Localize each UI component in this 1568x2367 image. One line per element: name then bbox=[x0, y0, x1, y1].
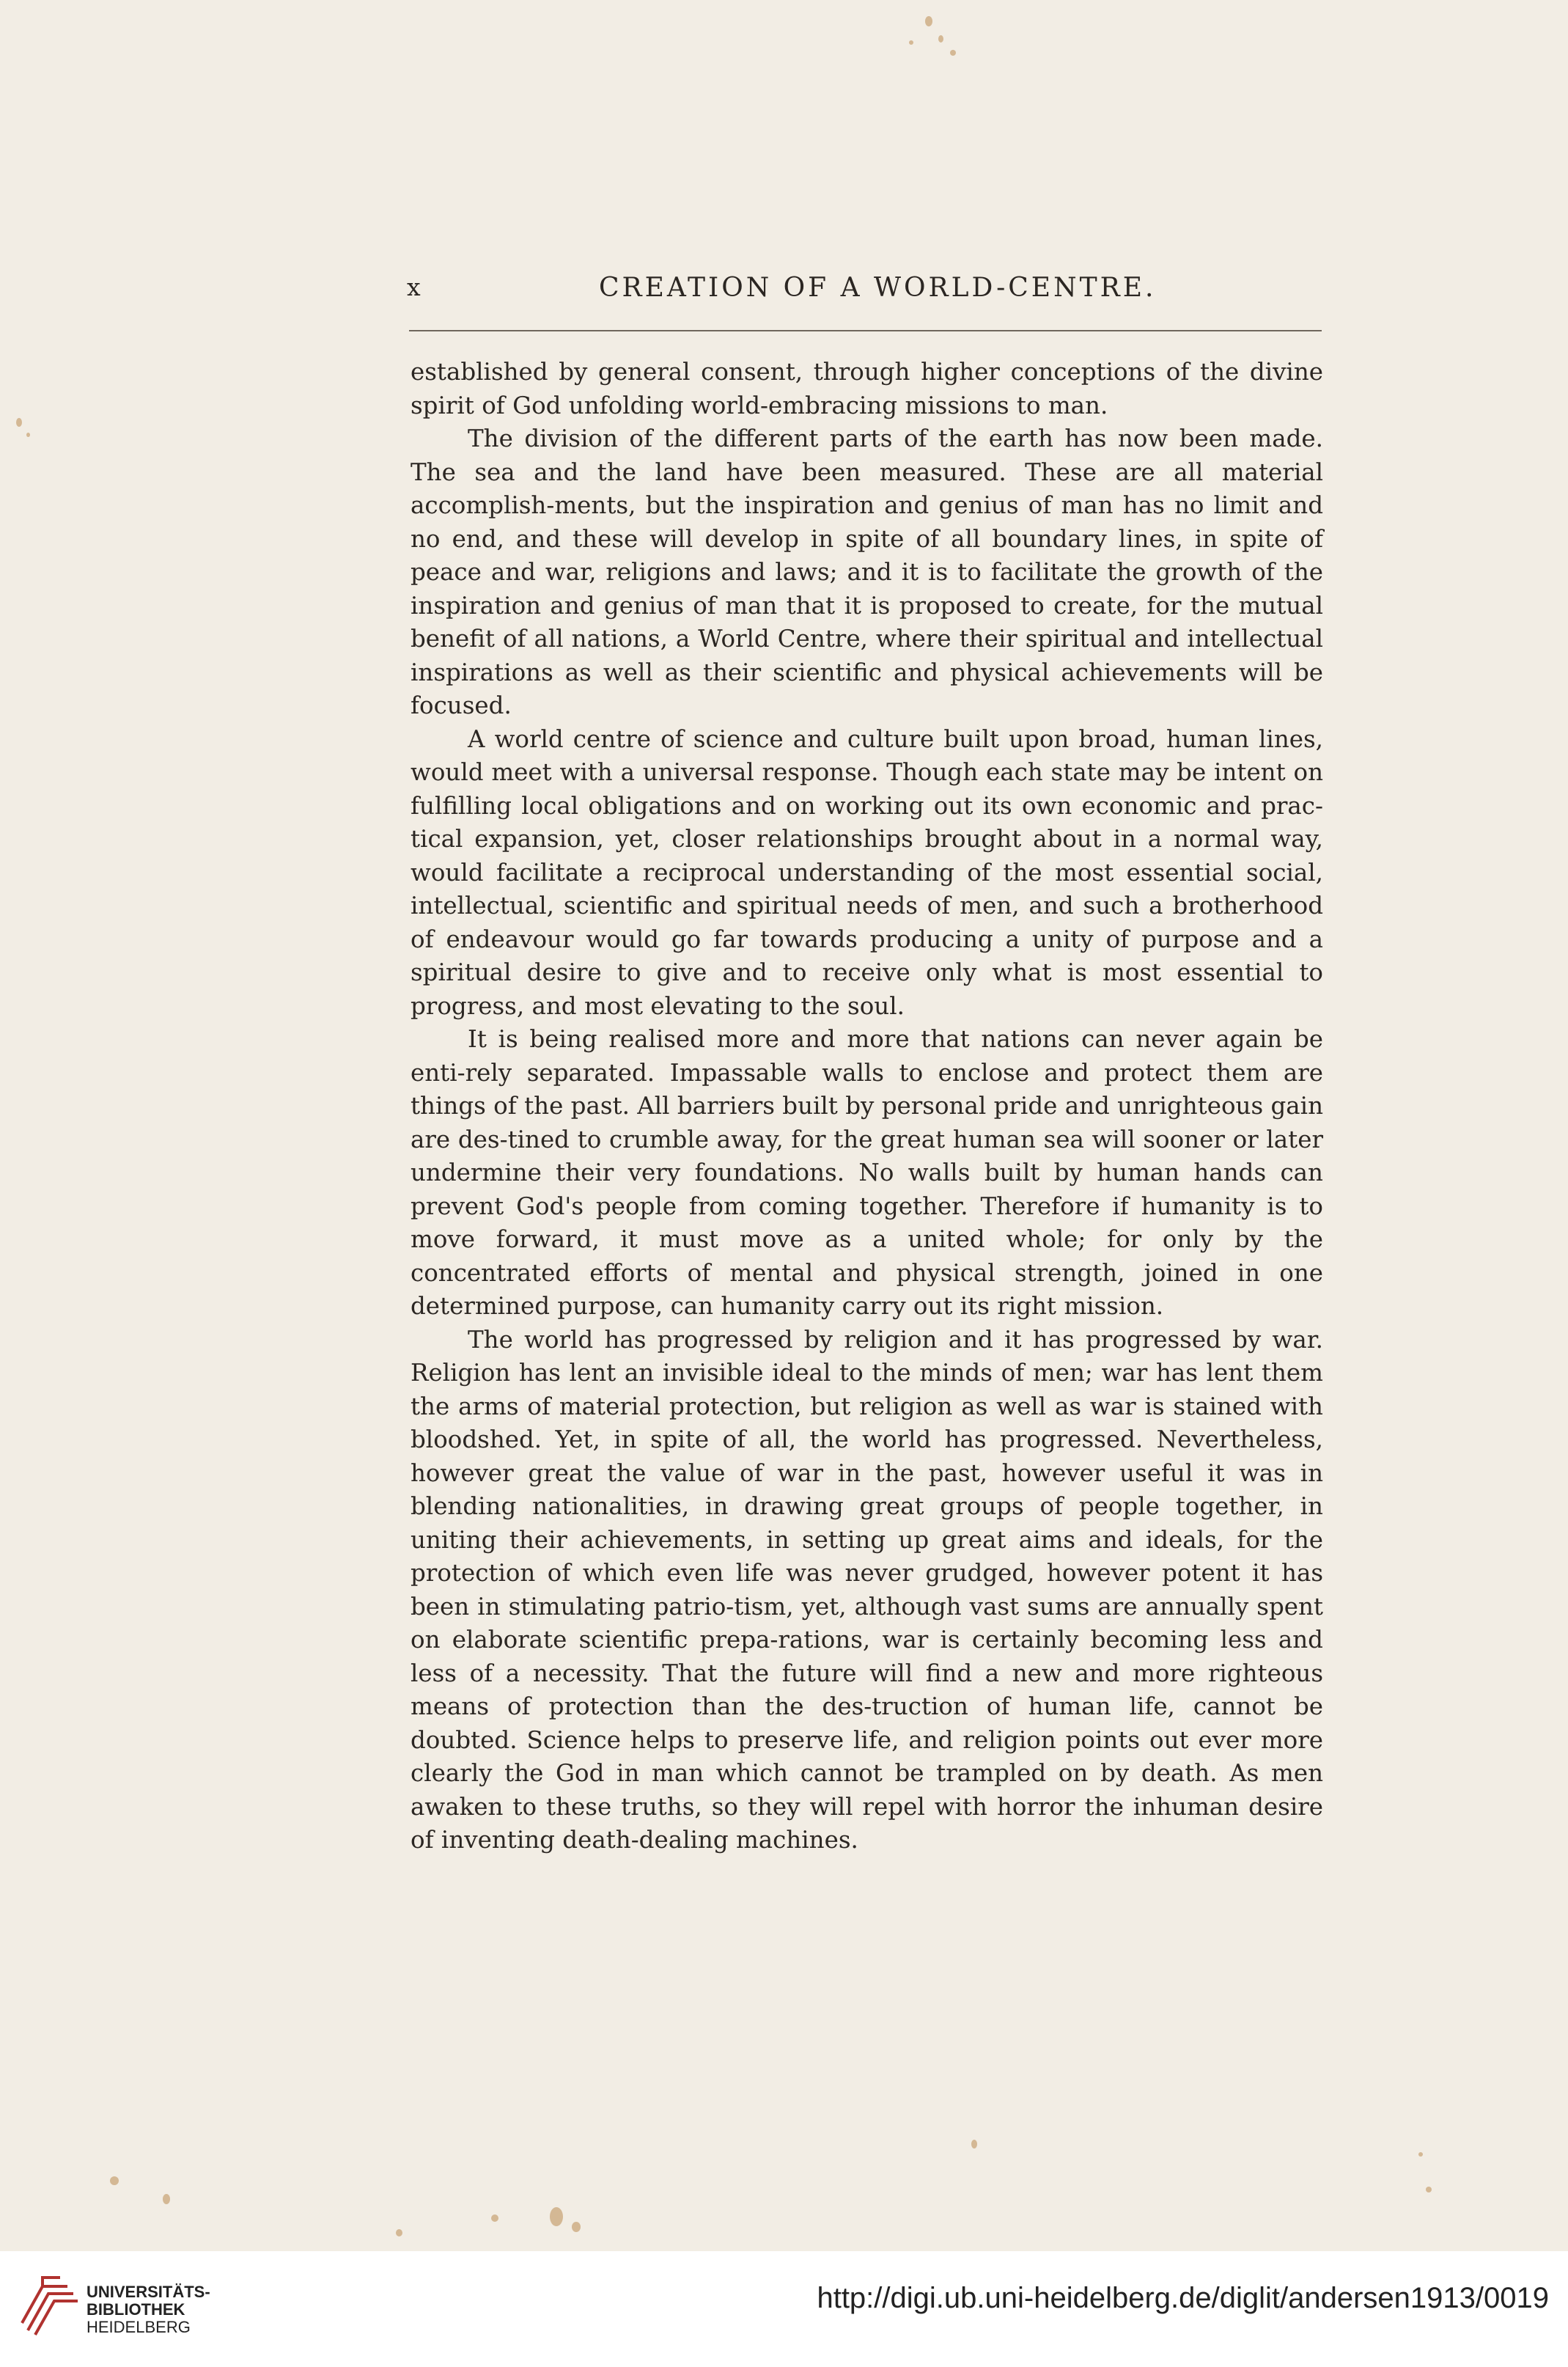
foxing-speck bbox=[1418, 2152, 1423, 2157]
foxing-speck bbox=[950, 50, 956, 56]
body-text bbox=[411, 356, 1323, 1857]
foxing-speck bbox=[971, 2140, 977, 2148]
paragraph: The division of the different parts of the earth has now been made. The sea and the land have been measured. These are all material accomplish-ments, but the inspiration and genius of man has no limit and no end, and these will develop in spite of all boundary lines, in spite of peace and war, religions and laws; and it is to facilitate the growth of the inspiration and genius of man that it is proposed to create, for the mutual benefit of all nations, a World Centre, where their spiritual and intellectual inspirations as well as their scientific and physical achievements will be focused. bbox=[411, 425, 1323, 719]
foxing-speck bbox=[491, 2214, 498, 2222]
page-header bbox=[407, 273, 1319, 317]
library-footer bbox=[0, 2251, 1568, 2367]
foxing-speck bbox=[572, 2222, 581, 2232]
foxing-speck bbox=[110, 2176, 119, 2185]
foxing-speck bbox=[26, 433, 30, 437]
header-rule bbox=[409, 330, 1322, 331]
foxing-speck bbox=[16, 418, 22, 427]
library-name: UNIVERSITÄTS- BIBLIOTHEK HEIDELBERG bbox=[87, 2283, 210, 2336]
source-url-link[interactable]: http://digi.ub.uni-heidelberg.de/diglit/andersen1913/0019 bbox=[817, 2282, 1549, 2314]
foxing-speck bbox=[396, 2229, 402, 2236]
foxing-speck bbox=[938, 35, 943, 43]
library-logo-icon bbox=[16, 2272, 81, 2336]
foxing-speck bbox=[550, 2207, 563, 2226]
foxing-speck bbox=[1426, 2187, 1432, 2192]
paragraph: It is being realised more and more that nations can never again be enti-rely separated. Impassable walls to enclose and protect them are things of the past. All barriers built by personal pride and unrighteous gain are des-tined to crumble away, for the great human sea will sooner or later undermine their very foundations. No walls built by human hands can prevent God's people from coming together. Therefore if humanity is to move forward, it must move as a united whole; for only by the concentrated efforts of mental and physical strength, joined in one determined purpose, can humanity carry out its right mission. bbox=[411, 1025, 1323, 1320]
foxing-speck bbox=[909, 40, 913, 45]
paragraph: The world has progressed by religion and it has progressed by war. Religion has lent an invisible ideal to the minds of men; war has lent them the arms of material protection, but religion as well as war is stained with bloodshed. Yet, in spite of all, the world has progressed. Nevertheless, however great the value of war in the past, however useful it was in blending nationalities, in drawing great groups of people together, in uniting their achievements, in setting up great aims and ideals, for the protection of which even life was never grudged, however potent it has been in stimulating patrio-tism, yet, although vast sums are annually spent on elaborate scientific prepa-rations, war is certainly becoming less and less of a necessity. That the future will find a new and more righteous means of protection than the des-truction of human life, cannot be doubted. Science helps to preserve life, and religion points out ever more clearly the God in man which cannot be trampled on by death. As men awaken to these truths, so they will repel with horror the inhuman desire of inventing death-dealing machines. bbox=[411, 1325, 1323, 1854]
page-number: x bbox=[407, 273, 422, 301]
paragraph: established by general consent, through higher conceptions of the divine spirit of God unfolding world-embracing missions to man. bbox=[411, 358, 1323, 419]
running-title: CREATION OF A WORLD-CENTRE. bbox=[599, 273, 1157, 303]
paragraph: A world centre of science and culture built upon broad, human lines, would meet with a universal response. Though each state may be intent on fulfilling local obligations and on working out its own economic and prac-tical expansion, yet, closer relationships brought about in a normal way, would facilitate a reciprocal understanding of the most essential social, intellectual, scientific and spiritual needs of men, and such a brotherhood of endeavour would go far towards producing a unity of purpose and a spiritual desire to give and to receive only what is most essential to progress, and most elevating to the soul. bbox=[411, 724, 1323, 1020]
foxing-speck bbox=[163, 2194, 170, 2204]
foxing-speck bbox=[925, 16, 932, 26]
